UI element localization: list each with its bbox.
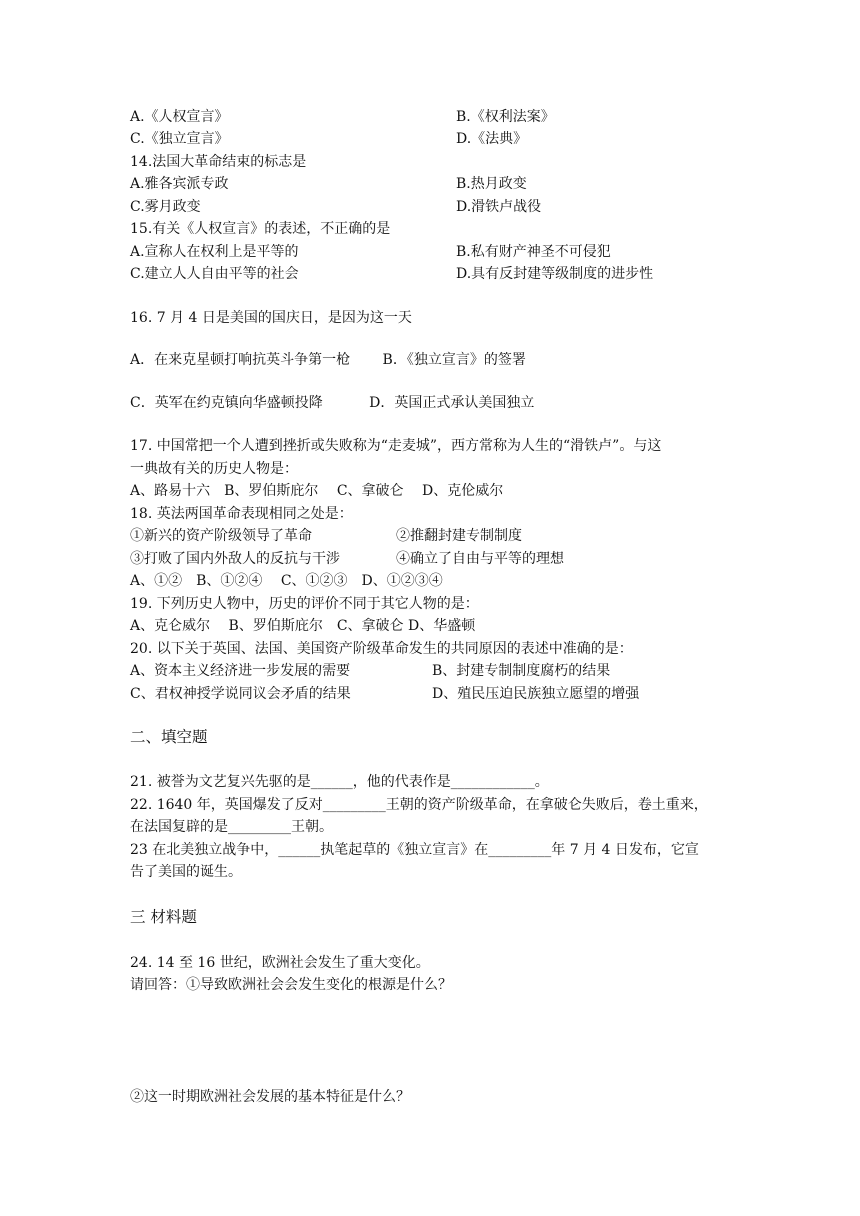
q21-text: 21. 被誉为文艺复兴先驱的是______，他的代表作是____________。: [130, 774, 549, 790]
q19-stem: 19. 下列历史人物中，历史的评价不同于其它人物的是：: [130, 596, 479, 612]
q22-line1: 22. 1640 年，英国爆发了反对_________王朝的资产阶级革命，在拿破仑失败后，卷土重来，: [130, 797, 708, 813]
q14-option-d: D.滑铁卢战役: [456, 199, 542, 215]
q13-option-d: D.《法典》: [456, 131, 528, 147]
q18-statement-3: ③打败了国内外敌人的反抗与干涉: [130, 551, 340, 567]
q24-sub-question-2: ②这一时期欧洲社会发展的基本特征是什么？: [130, 1089, 410, 1105]
q20-option-a: A、资本主义经济进一步发展的需要: [130, 663, 351, 679]
q14-option-b: B.热月政变: [456, 176, 527, 192]
q24-stem: 24. 14 至 16 世纪，欧洲社会发生了重大变化。: [130, 955, 430, 971]
q15-stem: 15.有关《人权宣言》的表述，不正确的是: [130, 221, 391, 237]
q22-line2: 在法国复辟的是_________王朝。: [130, 819, 333, 835]
q14-option-c: C.雾月政变: [130, 199, 201, 215]
q16-options-cd: C．英军在约克镇向华盛顿投降 D．英国正式承认美国独立: [130, 395, 535, 411]
q18-statement-1: ①新兴的资产阶级领导了革命: [130, 528, 312, 544]
q19-options: A、克仑威尔 B、罗伯斯庇尔 C、拿破仑 D、华盛顿: [130, 618, 476, 634]
section-heading-material: 三 材料题: [130, 908, 197, 926]
q20-stem: 20. 以下关于英国、法国、美国资产阶级革命发生的共同原因的表述中准确的是：: [130, 641, 633, 657]
q16-options-ab: A．在来克星顿打响抗英斗争第一枪 B．《独立宣言》的签署: [130, 352, 526, 368]
q13-option-b: B.《权利法案》: [456, 109, 555, 125]
q17-stem-line1: 17. 中国常把一个人遭到挫折或失败称为“走麦城”，西方常称为人生的“滑铁卢”。与这: [130, 438, 662, 454]
q23-line1: 23 在北美独立战争中，______执笔起草的《独立宣言》在_________年 7 月 4 日发布，它宣: [130, 842, 699, 858]
q15-option-c: C.建立人人自由平等的社会: [130, 266, 299, 282]
q13-option-c: C.《独立宣言》: [130, 131, 229, 147]
q14-stem: 14.法国大革命结束的标志是: [130, 154, 307, 170]
q13-option-a: A.《人权宣言》: [130, 109, 229, 125]
q15-option-b: B.私有财产神圣不可侵犯: [456, 244, 611, 260]
q20-option-b: B、封建专制制度腐朽的结果: [432, 663, 611, 679]
q18-options: A、①② B、①②④ C、①②③ D、①②③④: [130, 573, 443, 589]
q23-line2: 告了美国的诞生。: [130, 864, 242, 880]
q16-stem: 16. 7 月 4 日是美国的国庆日，是因为这一天: [130, 310, 412, 326]
q14-option-a: A.雅各宾派专政: [130, 176, 229, 192]
q15-option-d: D.具有反封建等级制度的进步性: [456, 266, 654, 282]
q20-option-d: D、殖民压迫民族独立愿望的增强: [432, 686, 640, 702]
q18-stem: 18. 英法两国革命表现相同之处是：: [130, 506, 353, 522]
q17-options: A、路易十六 B、罗伯斯庇尔 C、拿破仑 D、克伦威尔: [130, 483, 504, 499]
q17-stem-line2: 一典故有关的历史人物是：: [130, 461, 298, 477]
section-heading-fill-in: 二、填空题: [130, 728, 208, 746]
q18-statement-2: ②推翻封建专制制度: [396, 528, 522, 544]
q15-option-a: A.宣称人在权利上是平等的: [130, 244, 299, 260]
q24-sub-question-1: 请回答：①导致欧洲社会会发生变化的根源是什么？: [130, 977, 452, 993]
q20-option-c: C、君权神授学说同议会矛盾的结果: [130, 686, 351, 702]
q18-statement-4: ④确立了自由与平等的理想: [396, 551, 564, 567]
